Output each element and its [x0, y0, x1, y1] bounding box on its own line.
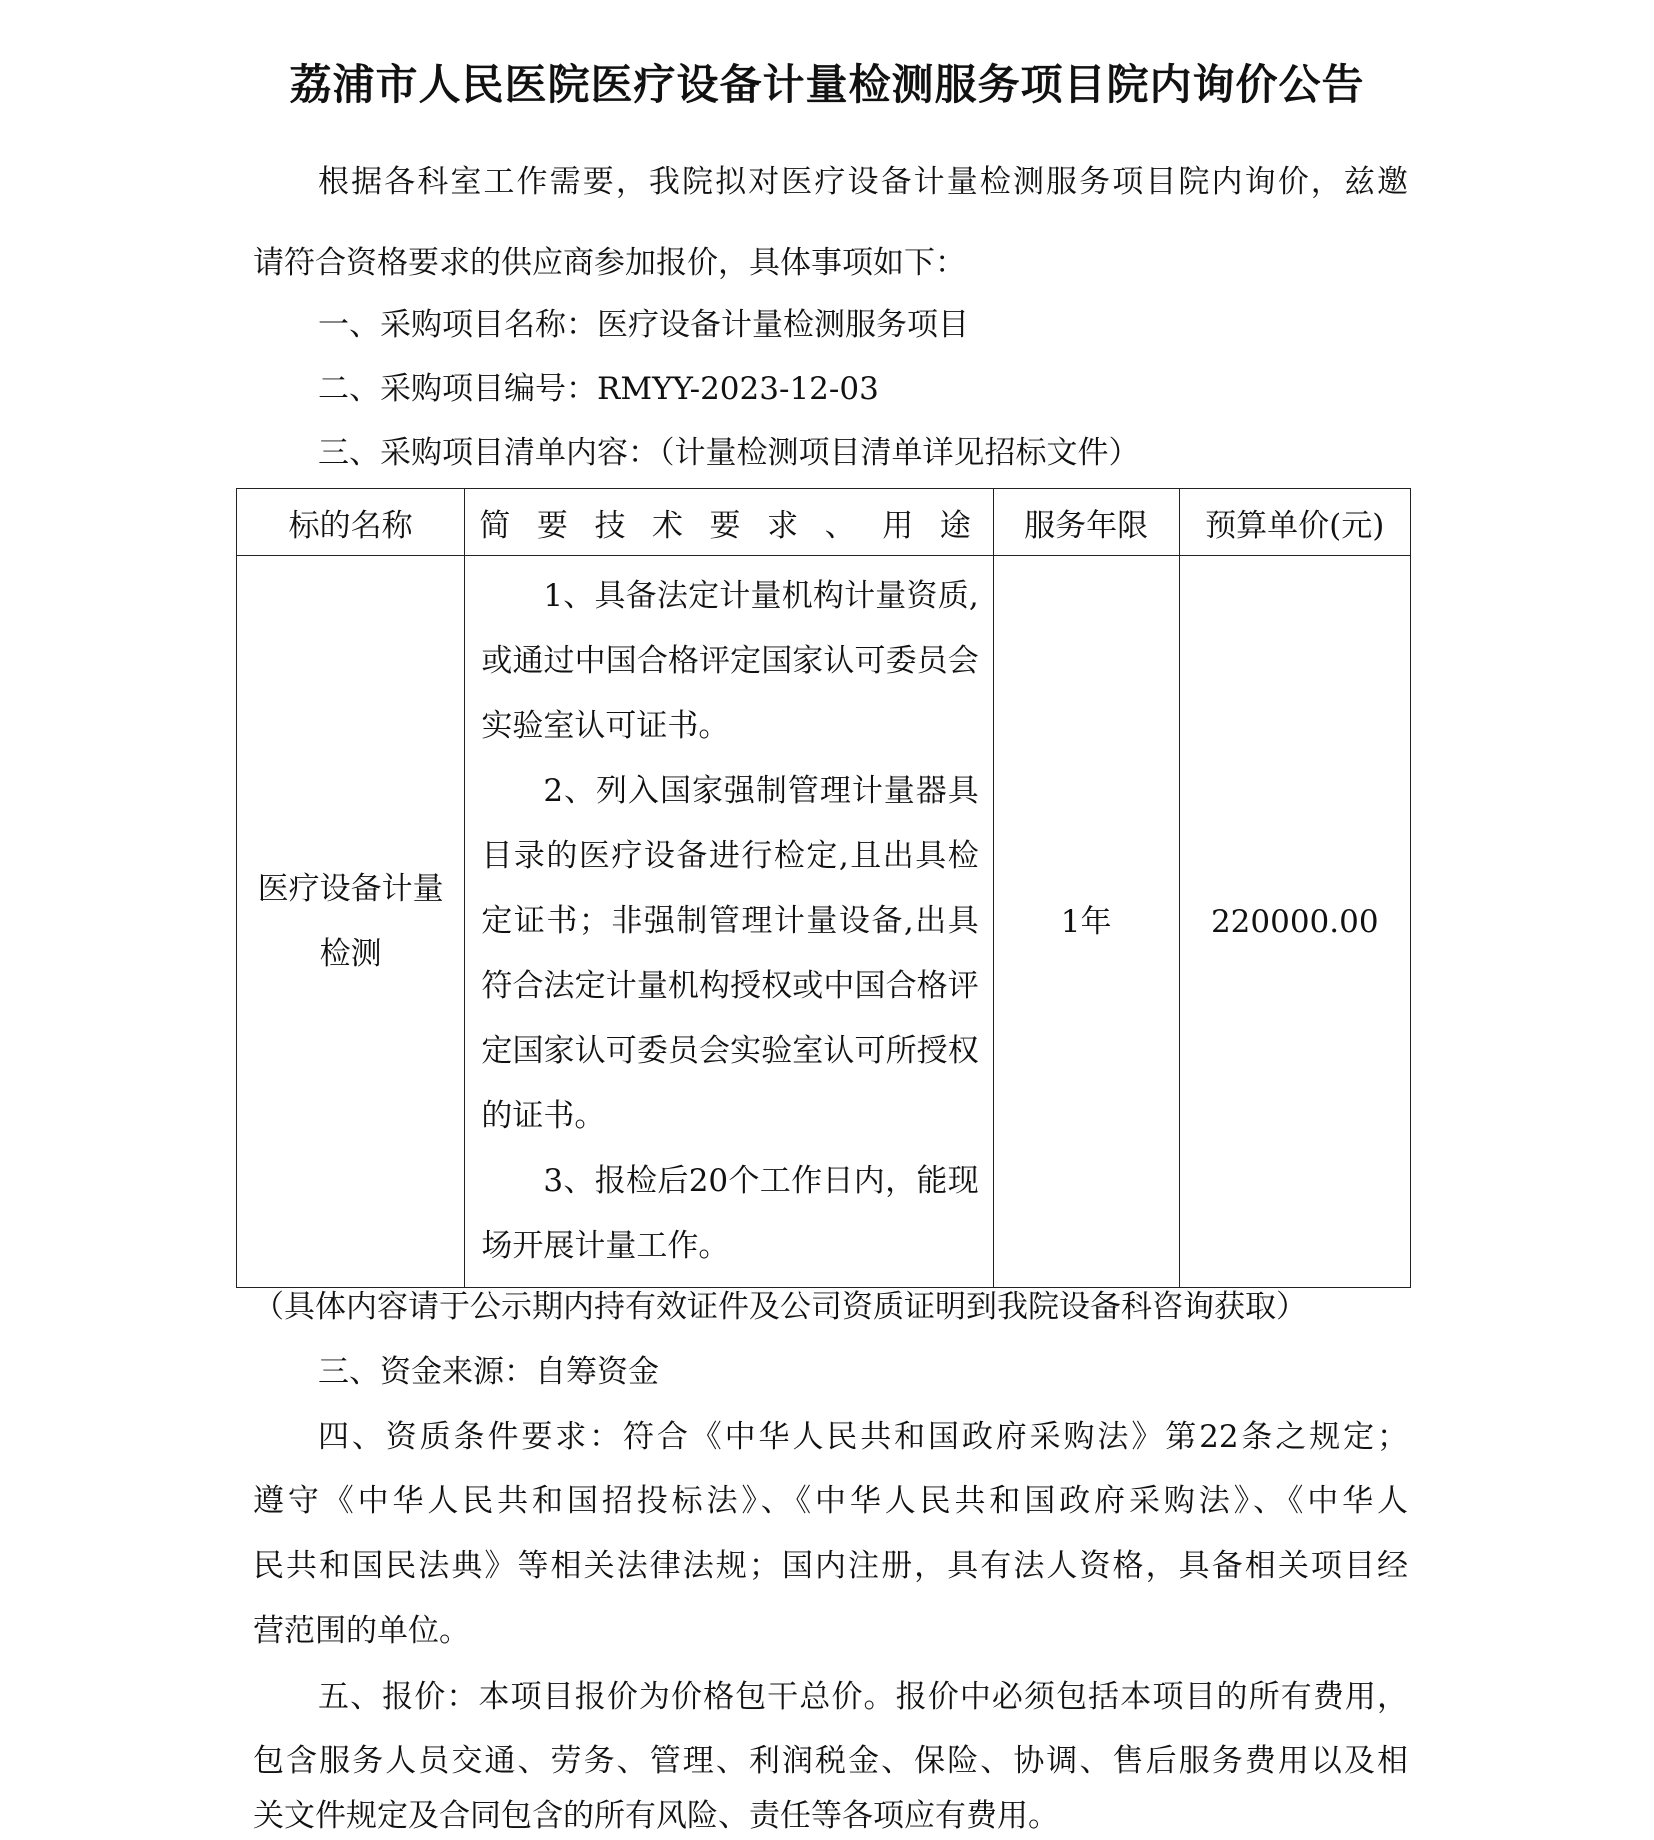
page-title: 荔浦市人民医院医疗设备计量检测服务项目院内询价公告	[289, 60, 1365, 109]
header-term: 服务年限	[993, 489, 1179, 556]
intro-line-1: 根据各科室工作需要，我院拟对医疗设备计量检测服务项目院内询价，兹邀	[318, 164, 1408, 200]
quote-line-2: 包含服务人员交通、劳务、管理、利润税金、保险、协调、售后服务费用以及相	[253, 1743, 1408, 1779]
table-header-row	[237, 489, 1411, 556]
cell-requirements	[465, 556, 993, 1288]
table-row	[237, 556, 1411, 1288]
requirement-3: 3、报检后20个工作日内，能现场开展计量工作。	[481, 1163, 979, 1264]
header-requirements: 简要技术要求、用途	[465, 489, 993, 556]
project-name: 一、采购项目名称：医疗设备计量检测服务项目	[318, 307, 969, 343]
procurement-table	[236, 488, 1411, 1288]
cell-term: 1年	[993, 556, 1179, 1288]
project-list: 三、采购项目清单内容：（计量检测项目清单详见招标文件）	[318, 435, 1140, 471]
header-price: 预算单价(元)	[1179, 489, 1410, 556]
cell-item-name: 医疗设备计量检测	[237, 556, 465, 1288]
cell-price: 220000.00	[1179, 556, 1410, 1288]
intro-line-2: 请符合资格要求的供应商参加报价，具体事项如下：	[253, 245, 966, 281]
requirement-1: 1、具备法定计量机构计量资质,或通过中国合格评定国家认可委员会实验室认可证书。	[481, 578, 979, 744]
header-item-name: 标的名称	[237, 489, 465, 556]
funding-source: 三、资金来源：自筹资金	[318, 1354, 659, 1390]
requirement-2: 2、列入国家强制管理计量器具目录的医疗设备进行检定,且出具检定证书；非强制管理计量设备,出具符合法定计量机构授权或中国合格评定国家认可委员会实验室认可所授权的证书。	[481, 773, 979, 1134]
qualification-line-4: 营范围的单位。	[253, 1613, 470, 1649]
quote-line-1: 五、报价：本项目报价为价格包干总价。报价中必须包括本项目的所有费用，	[318, 1679, 1408, 1715]
qualification-line-2: 遵守《中华人民共和国招投标法》、《中华人民共和国政府采购法》、《中华人	[253, 1483, 1408, 1519]
qualification-line-1: 四、资质条件要求：符合《中华人民共和国政府采购法》第22条之规定；	[318, 1419, 1408, 1455]
qualification-line-3: 民共和国民法典》等相关法律法规；国内注册，具有法人资格，具备相关项目经	[253, 1548, 1408, 1584]
table-note: （具体内容请于公示期内持有效证件及公司资质证明到我院设备科咨询获取）	[253, 1289, 1307, 1325]
project-number: 二、采购项目编号：RMYY-2023-12-03	[318, 371, 879, 407]
quote-line-3: 关文件规定及合同包含的所有风险、责任等各项应有费用。	[253, 1798, 1059, 1834]
